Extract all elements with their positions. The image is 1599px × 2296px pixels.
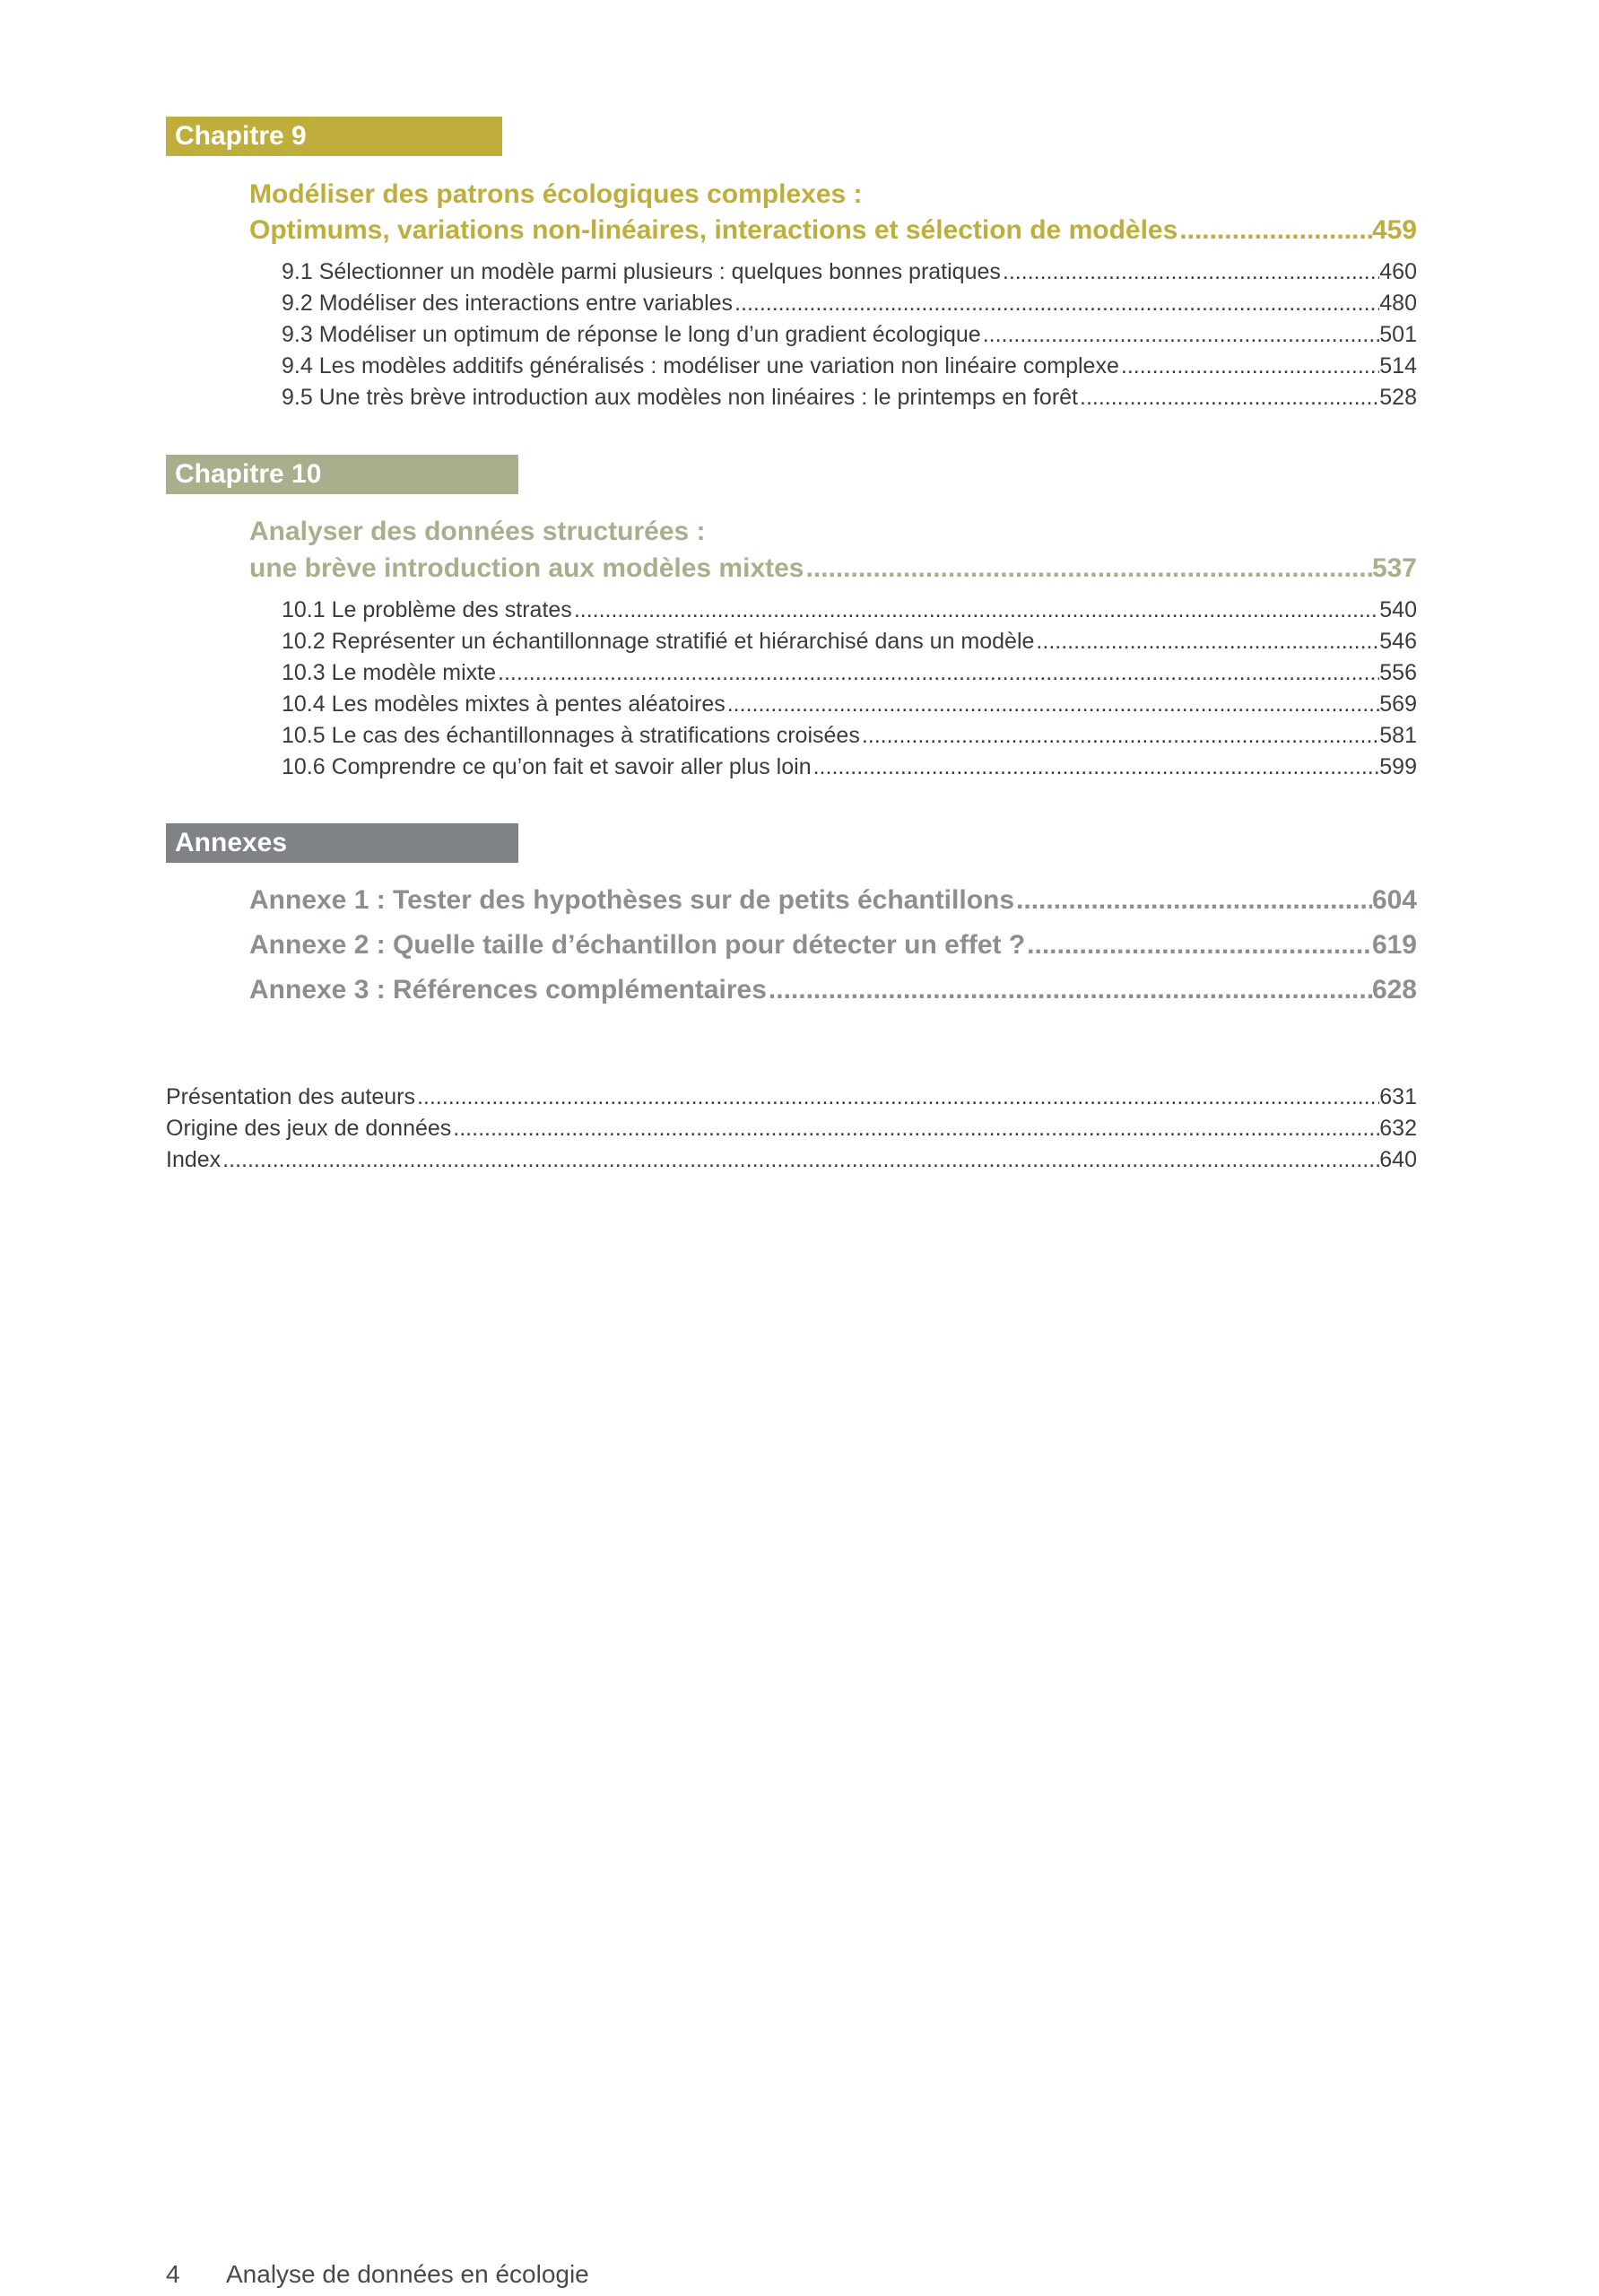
toc-entry-page: 540 xyxy=(1379,597,1417,622)
chapter-9-title-text: Optimums, variations non-linéaires, interactions et sélection de modèles xyxy=(249,215,1178,245)
toc-entry-label: 10.3 Le modèle mixte xyxy=(282,660,497,685)
back-matter-page: 640 xyxy=(1379,1147,1417,1172)
toc-entry-label: 9.1 Sélectionner un modèle parmi plusieurs : quelques bonnes pratiques xyxy=(282,259,1001,284)
dot-leader xyxy=(572,595,1379,626)
dot-leader xyxy=(415,1082,1379,1113)
back-matter-page: 631 xyxy=(1379,1084,1417,1109)
annexe-page: 628 xyxy=(1371,975,1417,1004)
toc-entry-page: 528 xyxy=(1379,385,1417,410)
dot-leader xyxy=(726,689,1380,720)
annexe-1-entry[interactable] xyxy=(249,883,1417,918)
dot-leader xyxy=(812,752,1380,783)
annexe-2-entry[interactable] xyxy=(249,927,1417,963)
toc-entry-10-1[interactable] xyxy=(282,595,1417,626)
footer-page-number: 4 xyxy=(166,2260,180,2288)
chapter-9-banner: Chapitre 9 xyxy=(166,117,502,156)
toc-entry-label: 10.1 Le problème des strates xyxy=(282,597,572,622)
dot-leader xyxy=(496,657,1379,689)
toc-entry-10-6[interactable] xyxy=(282,752,1417,783)
dot-leader xyxy=(767,972,1372,1008)
toc-entry-label: 10.4 Les modèles mixtes à pentes aléatoires xyxy=(282,691,726,717)
toc-entry-page: 514 xyxy=(1379,353,1417,378)
back-matter-authors[interactable] xyxy=(166,1082,1417,1113)
back-matter-page: 632 xyxy=(1379,1116,1417,1141)
dot-leader xyxy=(221,1144,1379,1176)
back-matter-datasets[interactable] xyxy=(166,1113,1417,1144)
annexe-3-entry[interactable] xyxy=(249,972,1417,1008)
toc-entry-10-3[interactable] xyxy=(282,657,1417,689)
toc-entry-10-5[interactable] xyxy=(282,720,1417,752)
annexe-label: Annexe 2 : Quelle taille d’échantillon pour détecter un effet ? xyxy=(249,930,1026,960)
toc-entry-10-2[interactable] xyxy=(282,626,1417,657)
dot-leader xyxy=(1078,382,1379,413)
chapter-10-page: 537 xyxy=(1371,553,1417,583)
toc-entry-9-2[interactable] xyxy=(282,288,1417,319)
toc-entry-page: 569 xyxy=(1379,691,1417,717)
chapter-10-title-text: une brève introduction aux modèles mixtes xyxy=(249,553,804,583)
annexes-banner: Annexes xyxy=(166,823,518,863)
toc-entry-page: 460 xyxy=(1379,259,1417,284)
toc-entry-9-4[interactable] xyxy=(282,351,1417,382)
dot-leader xyxy=(1034,626,1379,657)
back-matter-label: Index xyxy=(166,1147,222,1172)
toc-entry-label: 9.3 Modéliser un optimum de réponse le long d’un gradient écologique xyxy=(282,322,981,347)
toc-entry-label: 9.2 Modéliser des interactions entre variables xyxy=(282,291,734,316)
dot-leader xyxy=(1119,351,1379,382)
dot-leader xyxy=(981,319,1380,351)
back-matter-label: Origine des jeux de données xyxy=(166,1116,452,1141)
back-matter-label: Présentation des auteurs xyxy=(166,1084,415,1109)
annexe-label: Annexe 1 : Tester des hypothèses sur de petits échantillons xyxy=(249,885,1015,915)
toc-entry-page: 480 xyxy=(1379,291,1417,316)
toc-entry-10-4[interactable] xyxy=(282,689,1417,720)
chapter-9-title-line1: Modéliser des patrons écologiques complexes : xyxy=(249,179,863,209)
dot-leader xyxy=(860,720,1379,752)
annexe-page: 619 xyxy=(1371,930,1417,960)
toc-entry-label: 10.5 Le cas des échantillonnages à stratifications croisées xyxy=(282,723,860,748)
toc-entry-page: 599 xyxy=(1379,754,1417,779)
toc-entry-9-1[interactable] xyxy=(282,257,1417,288)
toc-entry-label: 10.2 Représenter un échantillonnage stratifié et hiérarchisé dans un modèle xyxy=(282,629,1035,654)
toc-entry-page: 546 xyxy=(1379,629,1417,654)
dot-leader xyxy=(451,1113,1379,1144)
toc-entry-page: 501 xyxy=(1379,322,1417,347)
dot-leader xyxy=(1178,213,1372,248)
chapter-9-page: 459 xyxy=(1371,215,1417,245)
toc-entry-label: 9.4 Les modèles additifs généralisés : modéliser une variation non linéaire complexe xyxy=(282,353,1119,378)
toc-entry-page: 581 xyxy=(1379,723,1417,748)
chapter-10-banner: Chapitre 10 xyxy=(166,455,518,494)
chapter-10-title-line2[interactable] xyxy=(249,551,1417,587)
dot-leader xyxy=(733,288,1379,319)
footer-book-title: Analyse de données en écologie xyxy=(226,2260,589,2288)
annexe-label: Annexe 3 : Références complémentaires xyxy=(249,975,767,1004)
toc-entry-page: 556 xyxy=(1379,660,1417,685)
annexe-page: 604 xyxy=(1371,885,1417,915)
toc-entry-label: 9.5 Une très brève introduction aux modèles non linéaires : le printemps en forêt xyxy=(282,385,1078,410)
dot-leader xyxy=(1025,927,1372,963)
chapter-10-title-line1: Analyser des données structurées : xyxy=(249,517,706,546)
toc-entry-label: 10.6 Comprendre ce qu’on fait et savoir aller plus loin xyxy=(282,754,812,779)
toc-entry-9-3[interactable] xyxy=(282,319,1417,351)
dot-leader xyxy=(1014,883,1372,918)
chapter-9-title-line2[interactable] xyxy=(249,213,1417,248)
dot-leader xyxy=(1001,257,1379,288)
dot-leader xyxy=(804,551,1372,587)
toc-entry-9-5[interactable] xyxy=(282,382,1417,413)
back-matter-index[interactable] xyxy=(166,1144,1417,1176)
